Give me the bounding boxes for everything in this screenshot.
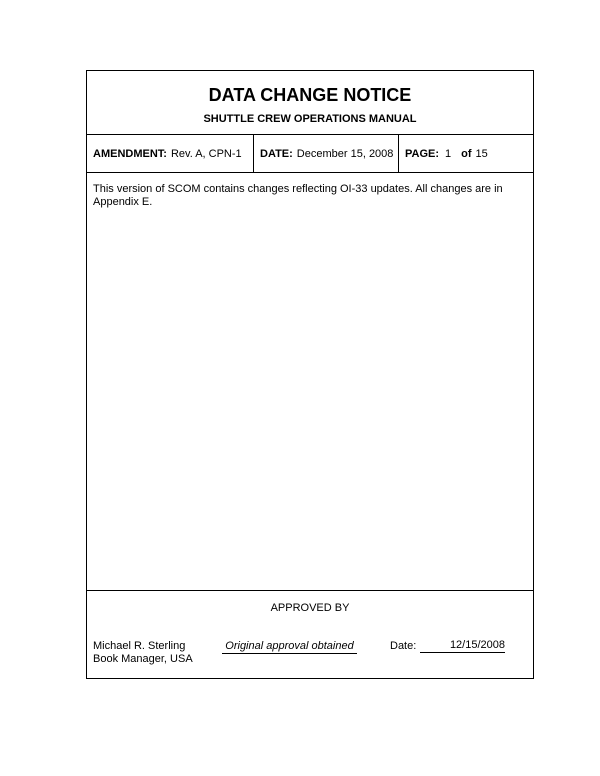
date-value: December 15, 2008 — [296, 147, 394, 160]
signature-line: Original approval obtained — [222, 640, 357, 654]
amendment-cell — [87, 135, 254, 172]
notice-body-text: This version of SCOM contains changes reflecting OI-33 updates. All changes are in Appendix E. — [93, 183, 503, 208]
notice-body — [87, 173, 533, 591]
amendment-value: Rev. A, CPN-1 — [170, 147, 242, 160]
data-change-notice — [86, 70, 534, 679]
signer-name: Michael R. Sterling — [93, 640, 186, 652]
page-cell — [399, 135, 533, 172]
date-label: DATE: — [260, 147, 293, 160]
info-row — [87, 135, 533, 173]
signer-title: Book Manager, USA — [93, 653, 193, 665]
approved-by-heading: APPROVED BY — [270, 602, 350, 614]
approval-section — [87, 591, 533, 678]
notice-subtitle: SHUTTLE CREW OPERATIONS MANUAL — [203, 113, 417, 125]
page-label: PAGE: — [405, 147, 440, 160]
approval-date-label: Date: — [390, 640, 417, 652]
amendment-label: AMENDMENT: — [93, 147, 167, 160]
approval-date-value: 12/15/2008 — [420, 639, 505, 653]
page-total: 15 — [475, 147, 488, 160]
notice-title: DATA CHANGE NOTICE — [208, 85, 412, 105]
date-cell — [254, 135, 399, 172]
notice-header — [87, 71, 533, 135]
page-current: 1 — [445, 147, 452, 160]
page-of-label: of — [461, 147, 472, 160]
